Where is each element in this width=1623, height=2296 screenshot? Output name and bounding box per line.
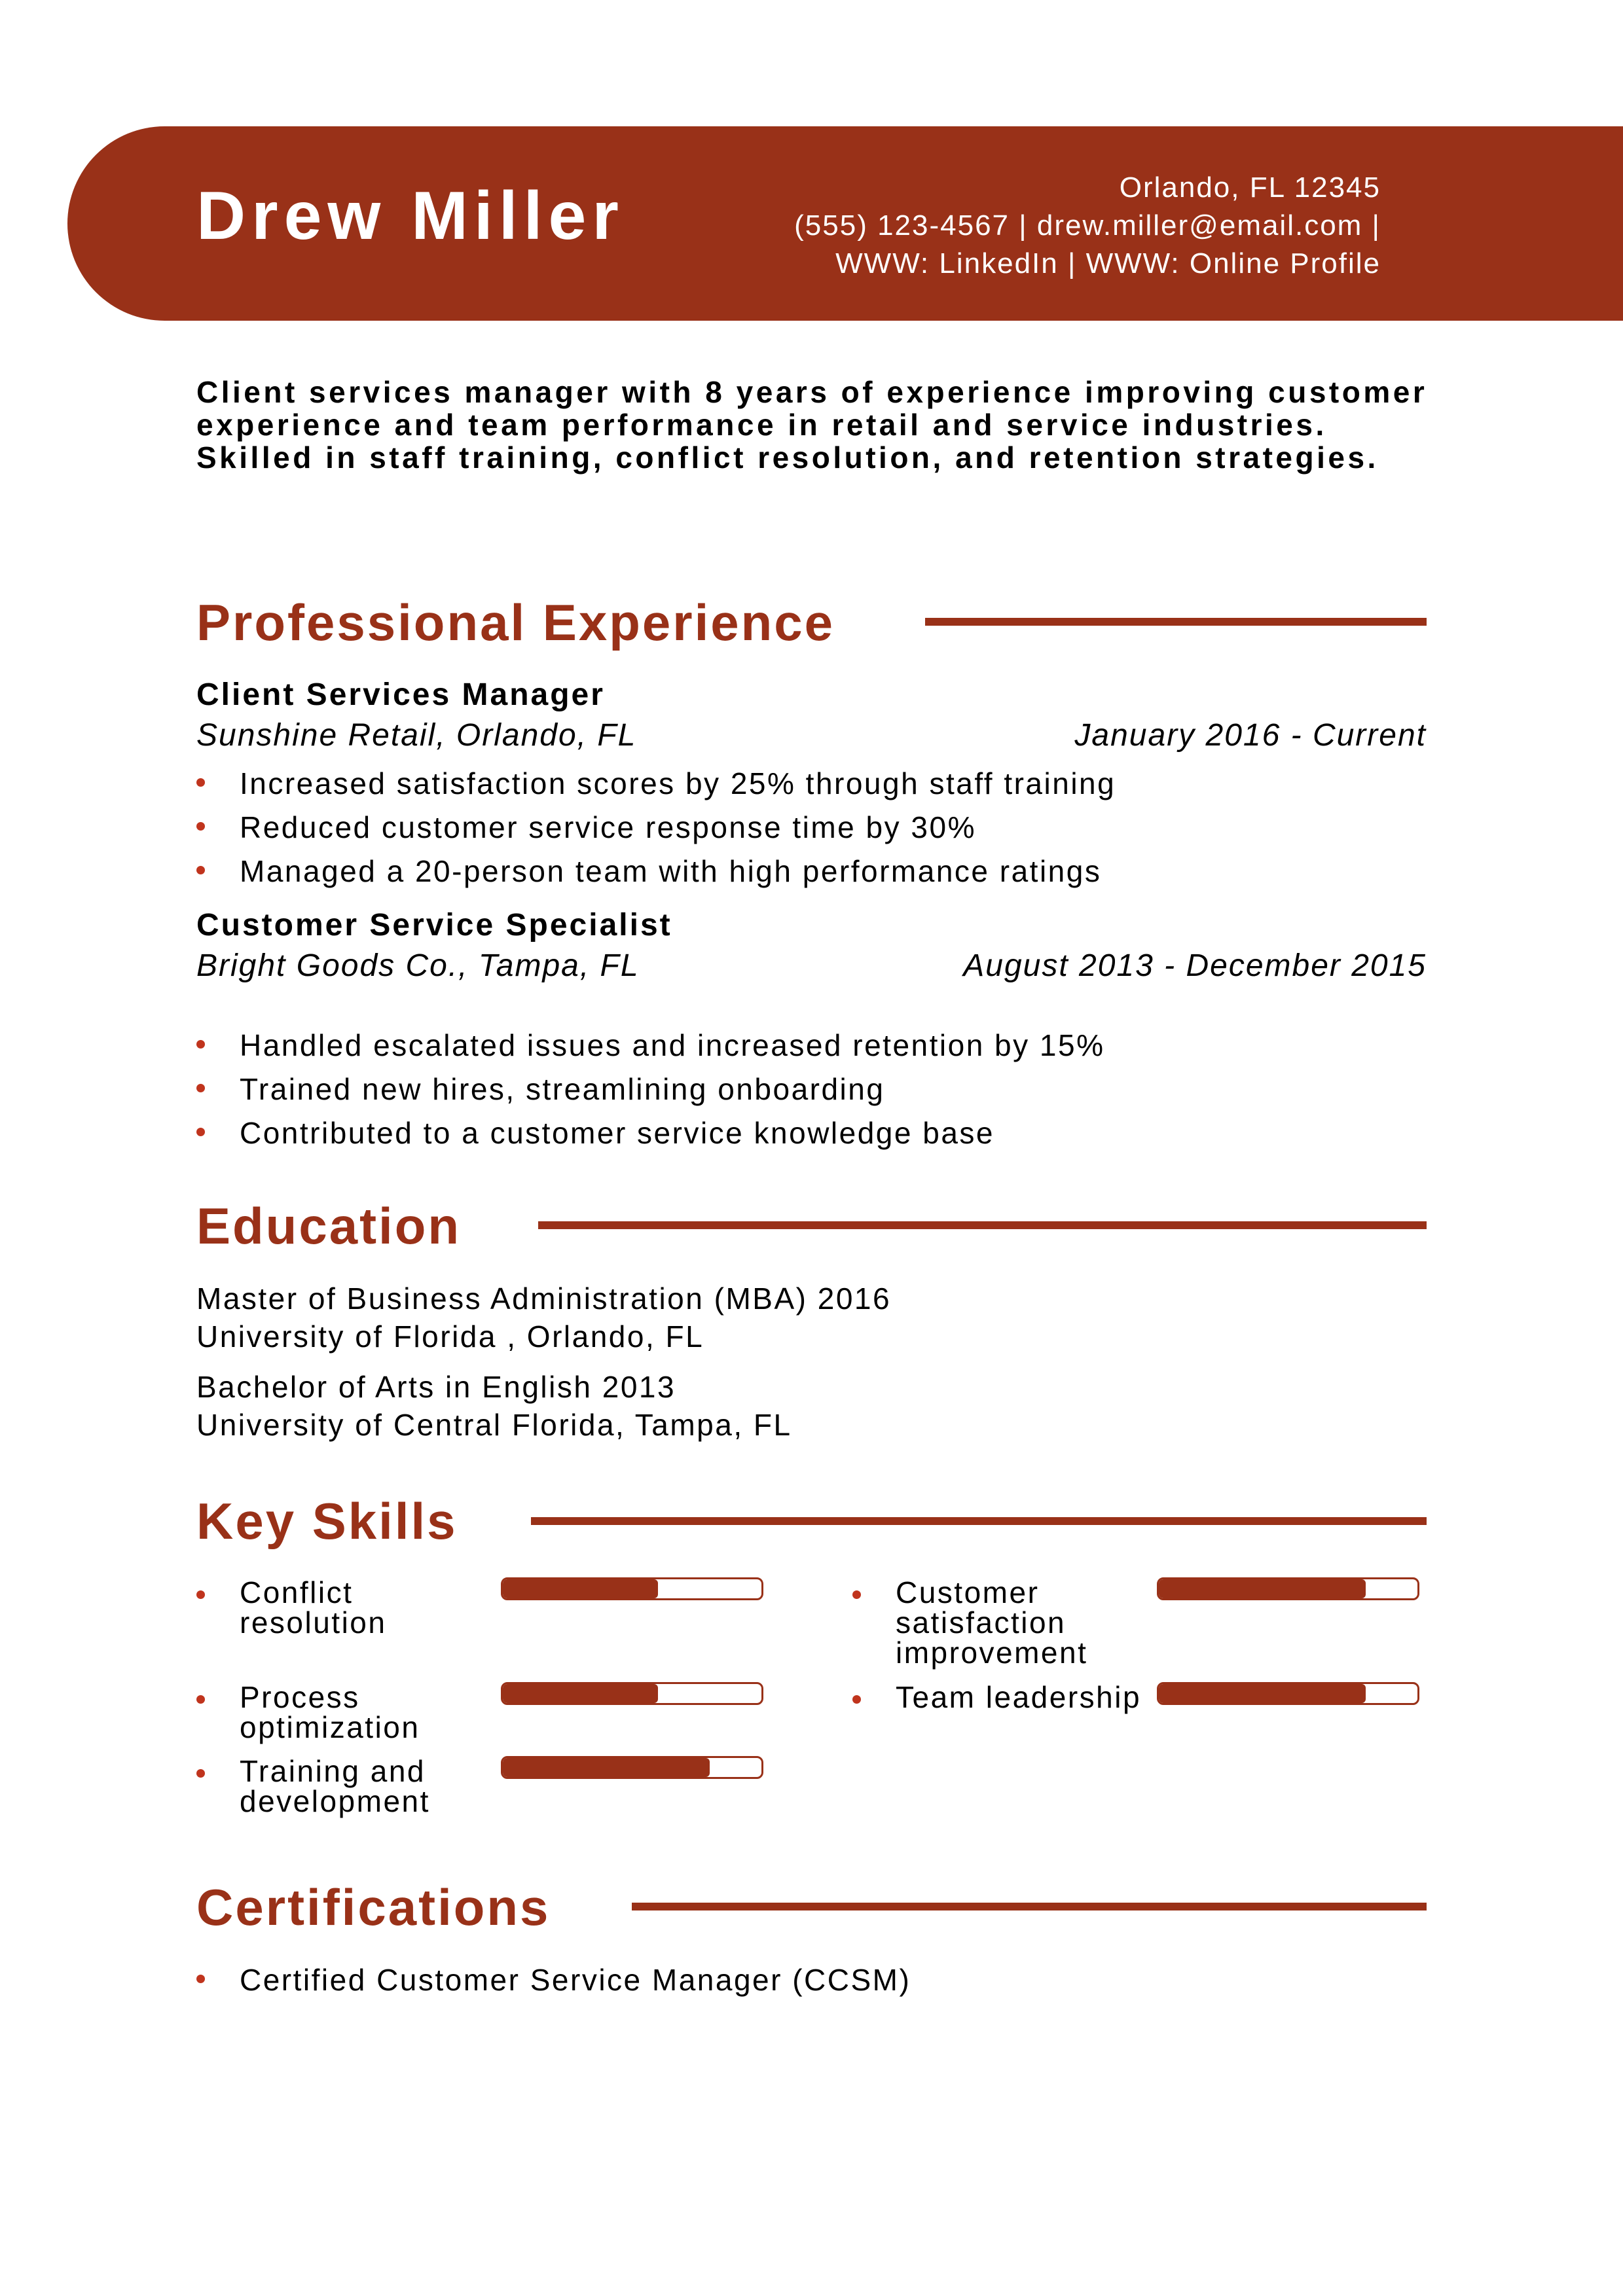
skill-item [196,1756,759,1848]
skill-label: Conflict resolution [240,1575,387,1640]
skill-item [852,1682,1415,1774]
section-title-certifications: Certifications [196,1878,551,1936]
job-bullet-list [196,762,1116,893]
section-title-education: Education [196,1197,462,1255]
bullet-dot [196,1769,205,1778]
skill-label: Customer satisfaction improvement [896,1575,1088,1670]
job-company: Bright Goods Co., Tampa, FL [196,948,640,983]
contact-block [794,169,1381,283]
job-bullet: Contributed to a customer service knowledge base [196,1111,1104,1155]
job-title: Customer Service Specialist [196,908,672,942]
candidate-name: Drew Miller [196,178,625,254]
job-bullet: Increased satisfaction scores by 25% through staff training [196,762,1116,806]
skill-level-bar [501,1756,763,1779]
skill-item [852,1577,1415,1669]
skill-level-bar [501,1682,763,1705]
skill-level-fill [503,1758,710,1777]
skill-label: Process optimization [240,1680,420,1744]
section-rule-education [538,1221,1427,1229]
section-rule-certifications [632,1903,1427,1910]
job-dates: January 2016 - Current [1074,718,1427,753]
skill-level-bar [1157,1682,1419,1705]
job-bullet-list [196,1024,1104,1155]
job-bullet: Trained new hires, streamlining onboarding [196,1067,1104,1111]
section-rule-skills [531,1517,1427,1525]
education-degree: Bachelor of Arts in English 2013 [196,1370,676,1404]
job-title: Client Services Manager [196,677,605,712]
section-rule-experience [925,618,1427,626]
bullet-dot [196,1590,205,1599]
skill-label: Training and development [240,1754,430,1818]
job-company: Sunshine Retail, Orlando, FL [196,718,637,753]
skill-level-bar [501,1577,763,1600]
education-entry [196,1280,891,1355]
professional-summary: Client services manager with 8 years of experience improving customer experience and team performance in retail and service industries. Skilled in staff training, conflict resolution, and retention strategies. [196,375,1428,475]
education-school: University of Central Florida, Tampa, FL [196,1408,792,1442]
job-dates: August 2013 - December 2015 [963,948,1427,983]
job-bullet: Reduced customer service response time by 30% [196,806,1116,850]
skill-level-fill [1159,1579,1366,1598]
bullet-dot [852,1695,861,1704]
education-entry [196,1368,792,1444]
skill-level-fill [503,1579,658,1598]
contact-links: WWW: LinkedIn | WWW: Online Profile [835,247,1381,279]
contact-phone-email: (555) 123-4567 | drew.miller@email.com | [794,209,1381,242]
certification-list [196,1958,911,2002]
skill-level-fill [503,1684,658,1703]
skill-level-bar [1157,1577,1419,1600]
certification-item: Certified Customer Service Manager (CCSM) [196,1958,911,2002]
skill-label: Team leadership [896,1680,1142,1714]
contact-address: Orlando, FL 12345 [1119,171,1381,204]
skill-level-fill [1159,1684,1366,1703]
education-school: University of Florida , Orlando, FL [196,1319,704,1354]
bullet-dot [196,1695,205,1704]
education-degree: Master of Business Administration (MBA) 2016 [196,1282,892,1316]
job-bullet: Managed a 20-person team with high performance ratings [196,850,1116,893]
job-bullet: Handled escalated issues and increased retention by 15% [196,1024,1104,1067]
section-title-skills: Key Skills [196,1492,458,1550]
bullet-dot [852,1590,861,1599]
skill-item [196,1577,759,1669]
section-title-experience: Professional Experience [196,594,835,651]
